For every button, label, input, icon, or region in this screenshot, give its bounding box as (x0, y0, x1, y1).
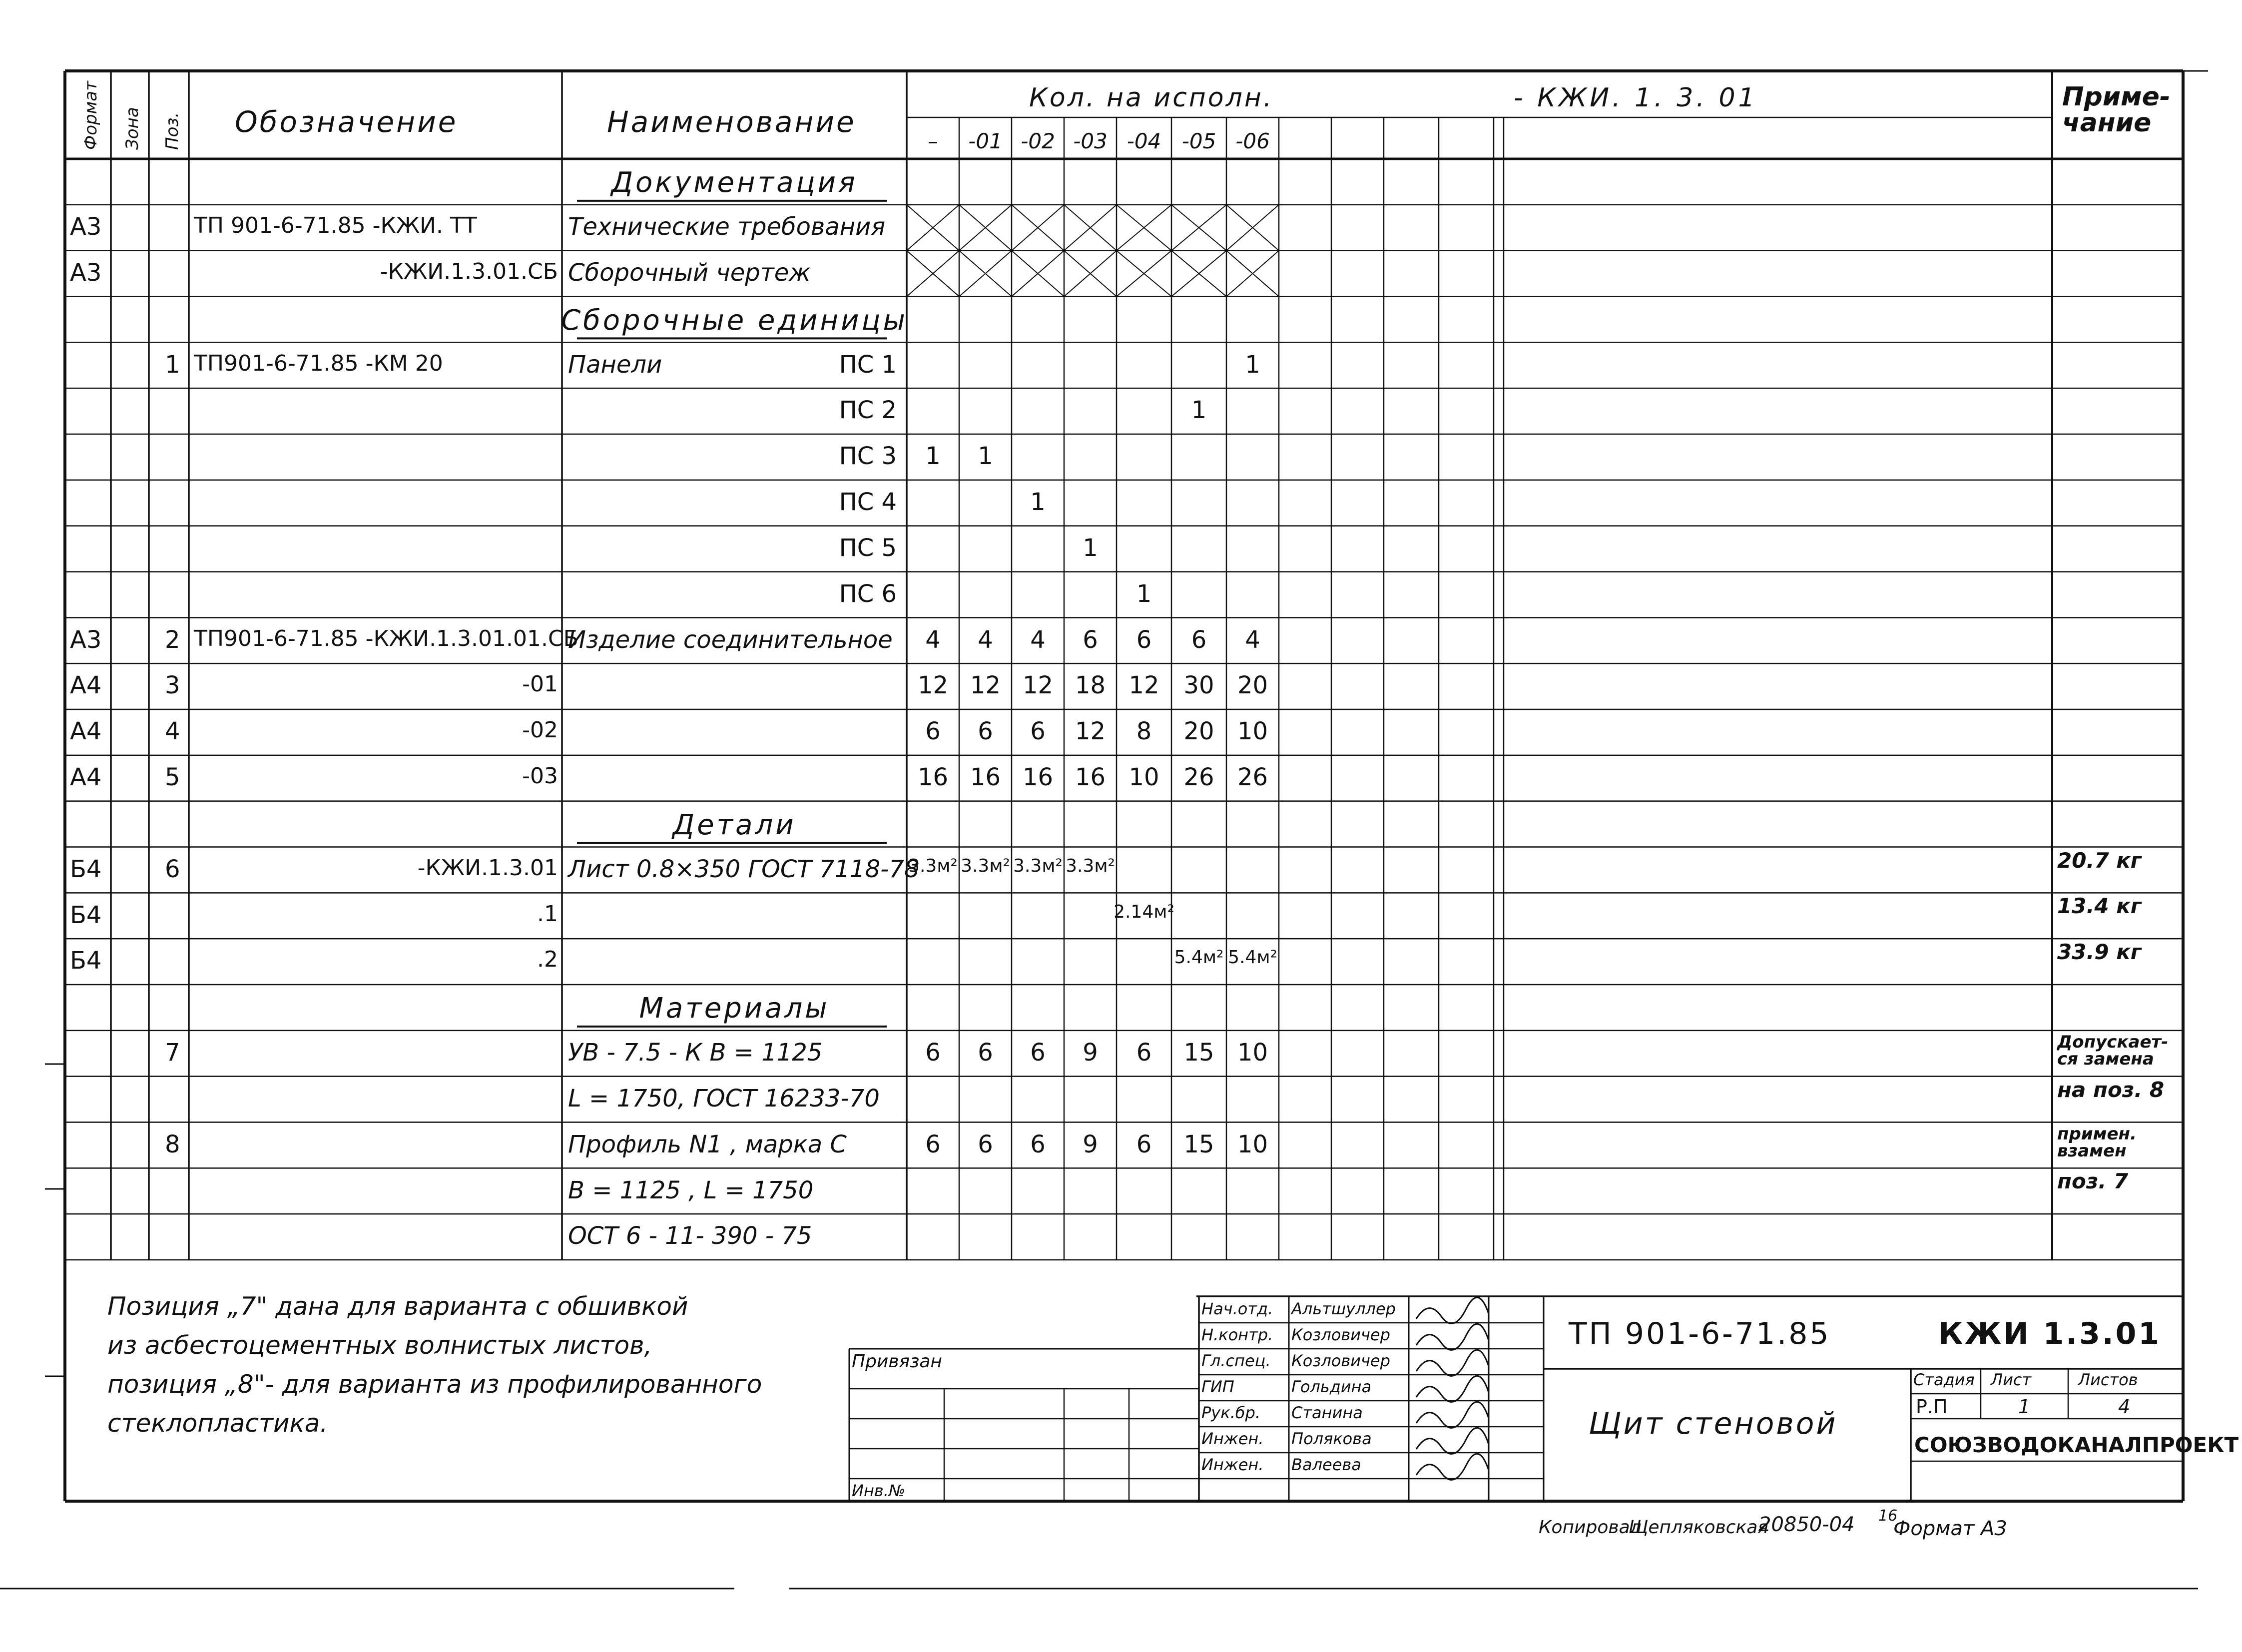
inv-label: Инв.№ (852, 1481, 906, 1500)
role-label: Инжен. (1201, 1455, 1264, 1474)
format-cell: А3 (70, 625, 102, 654)
signer-name: Альтшуллер (1291, 1299, 1396, 1318)
role-label: Инжен. (1201, 1429, 1264, 1448)
designation-cell: -01 (522, 671, 558, 697)
sheet-label: Лист (1991, 1370, 2032, 1389)
qty-cell: 6 (1030, 1130, 1046, 1158)
designation-cell: ТП 901-6-71.85 -КЖИ. ТТ (194, 213, 477, 239)
sheets-label: Листов (2078, 1370, 2138, 1389)
qty-cell: 6 (1136, 1039, 1152, 1067)
designation-cell: -КЖИ.1.3.01.СБ (380, 258, 558, 284)
role-label: Нач.отд. (1201, 1299, 1273, 1318)
header-doc-code: - КЖИ. 1. 3. 01 (1514, 83, 1758, 113)
qty-cell: 6 (1191, 625, 1207, 654)
page-small: 16 (1878, 1507, 1898, 1525)
stage-label: Стадия (1913, 1370, 1975, 1389)
qty-cell: 26 (1237, 763, 1268, 792)
qty-cell: 1 (978, 442, 993, 471)
variant-header: -05 (1181, 129, 1216, 153)
header-format: Формат (81, 81, 101, 150)
sheet-value: 1 (2018, 1396, 2031, 1418)
designation-cell: ТП901-6-71.85 -КЖИ.1.3.01.01.СБ (194, 625, 578, 651)
qty-cell: 6 (1083, 625, 1098, 654)
note-cell: 13.4 кг (2057, 894, 2142, 919)
qty-cell: 6 (1030, 717, 1046, 746)
qty-cell: 3.3м² (1013, 855, 1063, 876)
variant-header: -03 (1073, 129, 1108, 153)
pos-cell: 3 (165, 671, 180, 700)
format-cell: А3 (70, 213, 102, 241)
qty-cell: 6 (978, 1039, 993, 1067)
qty-cell: 5.4м² (1174, 947, 1224, 968)
signer-name: Козловичер (1291, 1351, 1390, 1370)
qty-cell: 12 (970, 671, 1001, 700)
qty-cell: 15 (1183, 1130, 1214, 1158)
qty-cell: 16 (1022, 763, 1054, 792)
stage-value: Р.П (1916, 1396, 1948, 1418)
qty-cell: 2.14м² (1114, 901, 1174, 922)
qty-cell: 6 (925, 1039, 941, 1067)
footnote-line: из асбестоцементных волнистых листов, (107, 1331, 652, 1360)
footnote-line: стеклопластика. (107, 1409, 328, 1438)
qty-cell: 8 (1136, 717, 1152, 746)
qty-cell: 6 (978, 1130, 993, 1158)
qty-cell: 18 (1075, 671, 1106, 700)
note-cell: поз. 7 (2057, 1169, 2129, 1194)
qty-cell: 1 (1245, 350, 1260, 379)
note-cell: примен. взамен (2057, 1123, 2137, 1161)
pos-cell: 5 (165, 763, 180, 792)
section-title: Документация (611, 166, 858, 199)
pos-cell: 8 (165, 1130, 180, 1158)
pos-cell: 1 (165, 350, 180, 379)
qty-cell: 6 (925, 717, 941, 746)
qty-cell: 6 (925, 1130, 941, 1158)
section-title: Детали (672, 808, 796, 841)
format-cell: А4 (70, 763, 102, 792)
designation-cell: -02 (522, 717, 558, 743)
name-cell: Панели (568, 350, 662, 379)
qty-cell: 12 (917, 671, 949, 700)
variant-header: -06 (1235, 129, 1270, 153)
designation-cell: -КЖИ.1.3.01 (417, 855, 558, 881)
note-cell: на поз. 8 (2057, 1077, 2165, 1102)
qty-cell: 4 (925, 625, 941, 654)
qty-cell: 3.3м² (1066, 855, 1115, 876)
qty-cell: 6 (1136, 1130, 1152, 1158)
qty-cell: 20 (1237, 671, 1268, 700)
mark-cell: ПС 1 (839, 350, 897, 379)
format-cell: Б4 (70, 855, 102, 883)
qty-cell: 1 (1083, 534, 1098, 562)
qty-cell: 6 (978, 717, 993, 746)
project-code: ТП 901-6-71.85 (1569, 1316, 1831, 1351)
name-cell: В = 1125 , L = 1750 (568, 1176, 814, 1204)
qty-cell: 12 (1128, 671, 1159, 700)
designation-cell: -03 (522, 763, 558, 789)
qty-cell: 9 (1083, 1039, 1098, 1067)
qty-cell: 3.3м² (908, 855, 958, 876)
qty-cell: 3.3м² (961, 855, 1010, 876)
section-title: Сборочные единицы (561, 304, 908, 337)
copier-name: Щепляковская (1629, 1517, 1768, 1538)
header-pos: Поз. (162, 112, 182, 150)
signer-name: Полякова (1291, 1429, 1372, 1448)
name-cell: L = 1750, ГОСТ 16233-70 (568, 1084, 880, 1112)
qty-cell: 4 (978, 625, 993, 654)
role-label: ГИП (1201, 1377, 1234, 1396)
format-label: Формат А3 (1893, 1517, 2007, 1540)
doc-code: КЖИ 1.3.01 (1938, 1316, 2162, 1351)
footnote-line: позиция „8"- для варианта из профилированного (107, 1370, 762, 1399)
name-cell: Технические требования (568, 213, 886, 241)
role-label: Н.контр. (1201, 1325, 1273, 1344)
mark-cell: ПС 3 (839, 442, 897, 471)
mark-cell: ПС 2 (839, 396, 897, 425)
qty-cell: 20 (1183, 717, 1214, 746)
qty-cell: 16 (970, 763, 1001, 792)
variant-header: -02 (1021, 129, 1055, 153)
variant-header: -04 (1126, 129, 1161, 153)
qty-cell: 10 (1237, 717, 1268, 746)
designation-cell: .2 (537, 947, 558, 973)
signer-name: Гольдина (1291, 1377, 1372, 1396)
name-cell: Изделие соединительное (568, 625, 893, 654)
signer-name: Валеева (1291, 1455, 1361, 1474)
qty-cell: 26 (1183, 763, 1214, 792)
footnote-line: Позиция „7" дана для варианта с обшивкой (107, 1292, 688, 1321)
section-title: Материалы (639, 992, 830, 1025)
format-cell: А4 (70, 717, 102, 746)
signer-name: Станина (1291, 1403, 1363, 1422)
name-cell: ОСТ 6 - 11- 390 - 75 (568, 1222, 812, 1250)
role-label: Гл.спец. (1201, 1351, 1271, 1370)
qty-cell: 4 (1030, 625, 1046, 654)
designation-cell: ТП901-6-71.85 -КМ 20 (194, 350, 443, 376)
header-name: Наименование (607, 105, 856, 139)
qty-cell: 1 (1191, 396, 1207, 425)
pos-cell: 2 (165, 625, 180, 654)
organization: СОЮЗВОДОКАНАЛПРОЕКТ (1914, 1433, 2239, 1457)
pos-cell: 4 (165, 717, 180, 746)
pos-cell: 6 (165, 855, 180, 883)
doc-number: 20850-04 (1758, 1513, 1855, 1536)
format-cell: А3 (70, 258, 102, 287)
qty-cell: 4 (1245, 625, 1260, 654)
signer-name: Козловичер (1291, 1325, 1390, 1344)
name-cell: Лист 0.8×350 ГОСТ 7118-78 (568, 855, 920, 883)
header-qty-title: Кол. на исполн. (1029, 83, 1274, 113)
qty-cell: 10 (1128, 763, 1159, 792)
qty-cell: 10 (1237, 1039, 1268, 1067)
name-cell: Профиль N1 , марка С (568, 1130, 847, 1158)
variant-header: -01 (968, 129, 1003, 153)
qty-cell: 1 (1030, 488, 1046, 517)
variant-header: – (928, 129, 938, 153)
qty-cell: 12 (1022, 671, 1054, 700)
note-cell: 33.9 кг (2057, 940, 2142, 965)
name-cell: УВ - 7.5 - К В = 1125 (568, 1039, 823, 1067)
qty-cell: 12 (1075, 717, 1106, 746)
format-cell: А4 (70, 671, 102, 700)
qty-cell: 30 (1183, 671, 1214, 700)
qty-cell: 6 (1030, 1039, 1046, 1067)
mark-cell: ПС 5 (839, 534, 897, 562)
mark-cell: ПС 6 (839, 579, 897, 608)
drawing-title: Щит стеновой (1589, 1406, 1838, 1441)
header-note: Приме- чание (2062, 82, 2171, 138)
header-zone: Зона (122, 107, 142, 150)
format-cell: Б4 (70, 947, 102, 975)
format-cell: Б4 (70, 901, 102, 929)
copied-label: Копировал (1539, 1517, 1642, 1538)
pos-cell: 7 (165, 1039, 180, 1067)
designation-cell: .1 (537, 901, 558, 927)
name-cell: Сборочный чертеж (568, 258, 811, 287)
note-cell: 20.7 кг (2057, 848, 2142, 873)
mark-cell: ПС 4 (839, 488, 897, 517)
header-designation: Обозначение (235, 105, 458, 139)
qty-cell: 9 (1083, 1130, 1098, 1158)
qty-cell: 16 (917, 763, 949, 792)
qty-cell: 1 (925, 442, 941, 471)
sheets-value: 4 (2118, 1396, 2131, 1418)
qty-cell: 15 (1183, 1039, 1214, 1067)
qty-cell: 16 (1075, 763, 1106, 792)
qty-cell: 5.4м² (1228, 947, 1277, 968)
qty-cell: 1 (1136, 579, 1152, 608)
attached-label: Привязан (852, 1351, 942, 1372)
qty-cell: 10 (1237, 1130, 1268, 1158)
role-label: Рук.бр. (1201, 1403, 1260, 1422)
qty-cell: 6 (1136, 625, 1152, 654)
note-cell: Допускает- ся замена (2057, 1032, 2169, 1069)
